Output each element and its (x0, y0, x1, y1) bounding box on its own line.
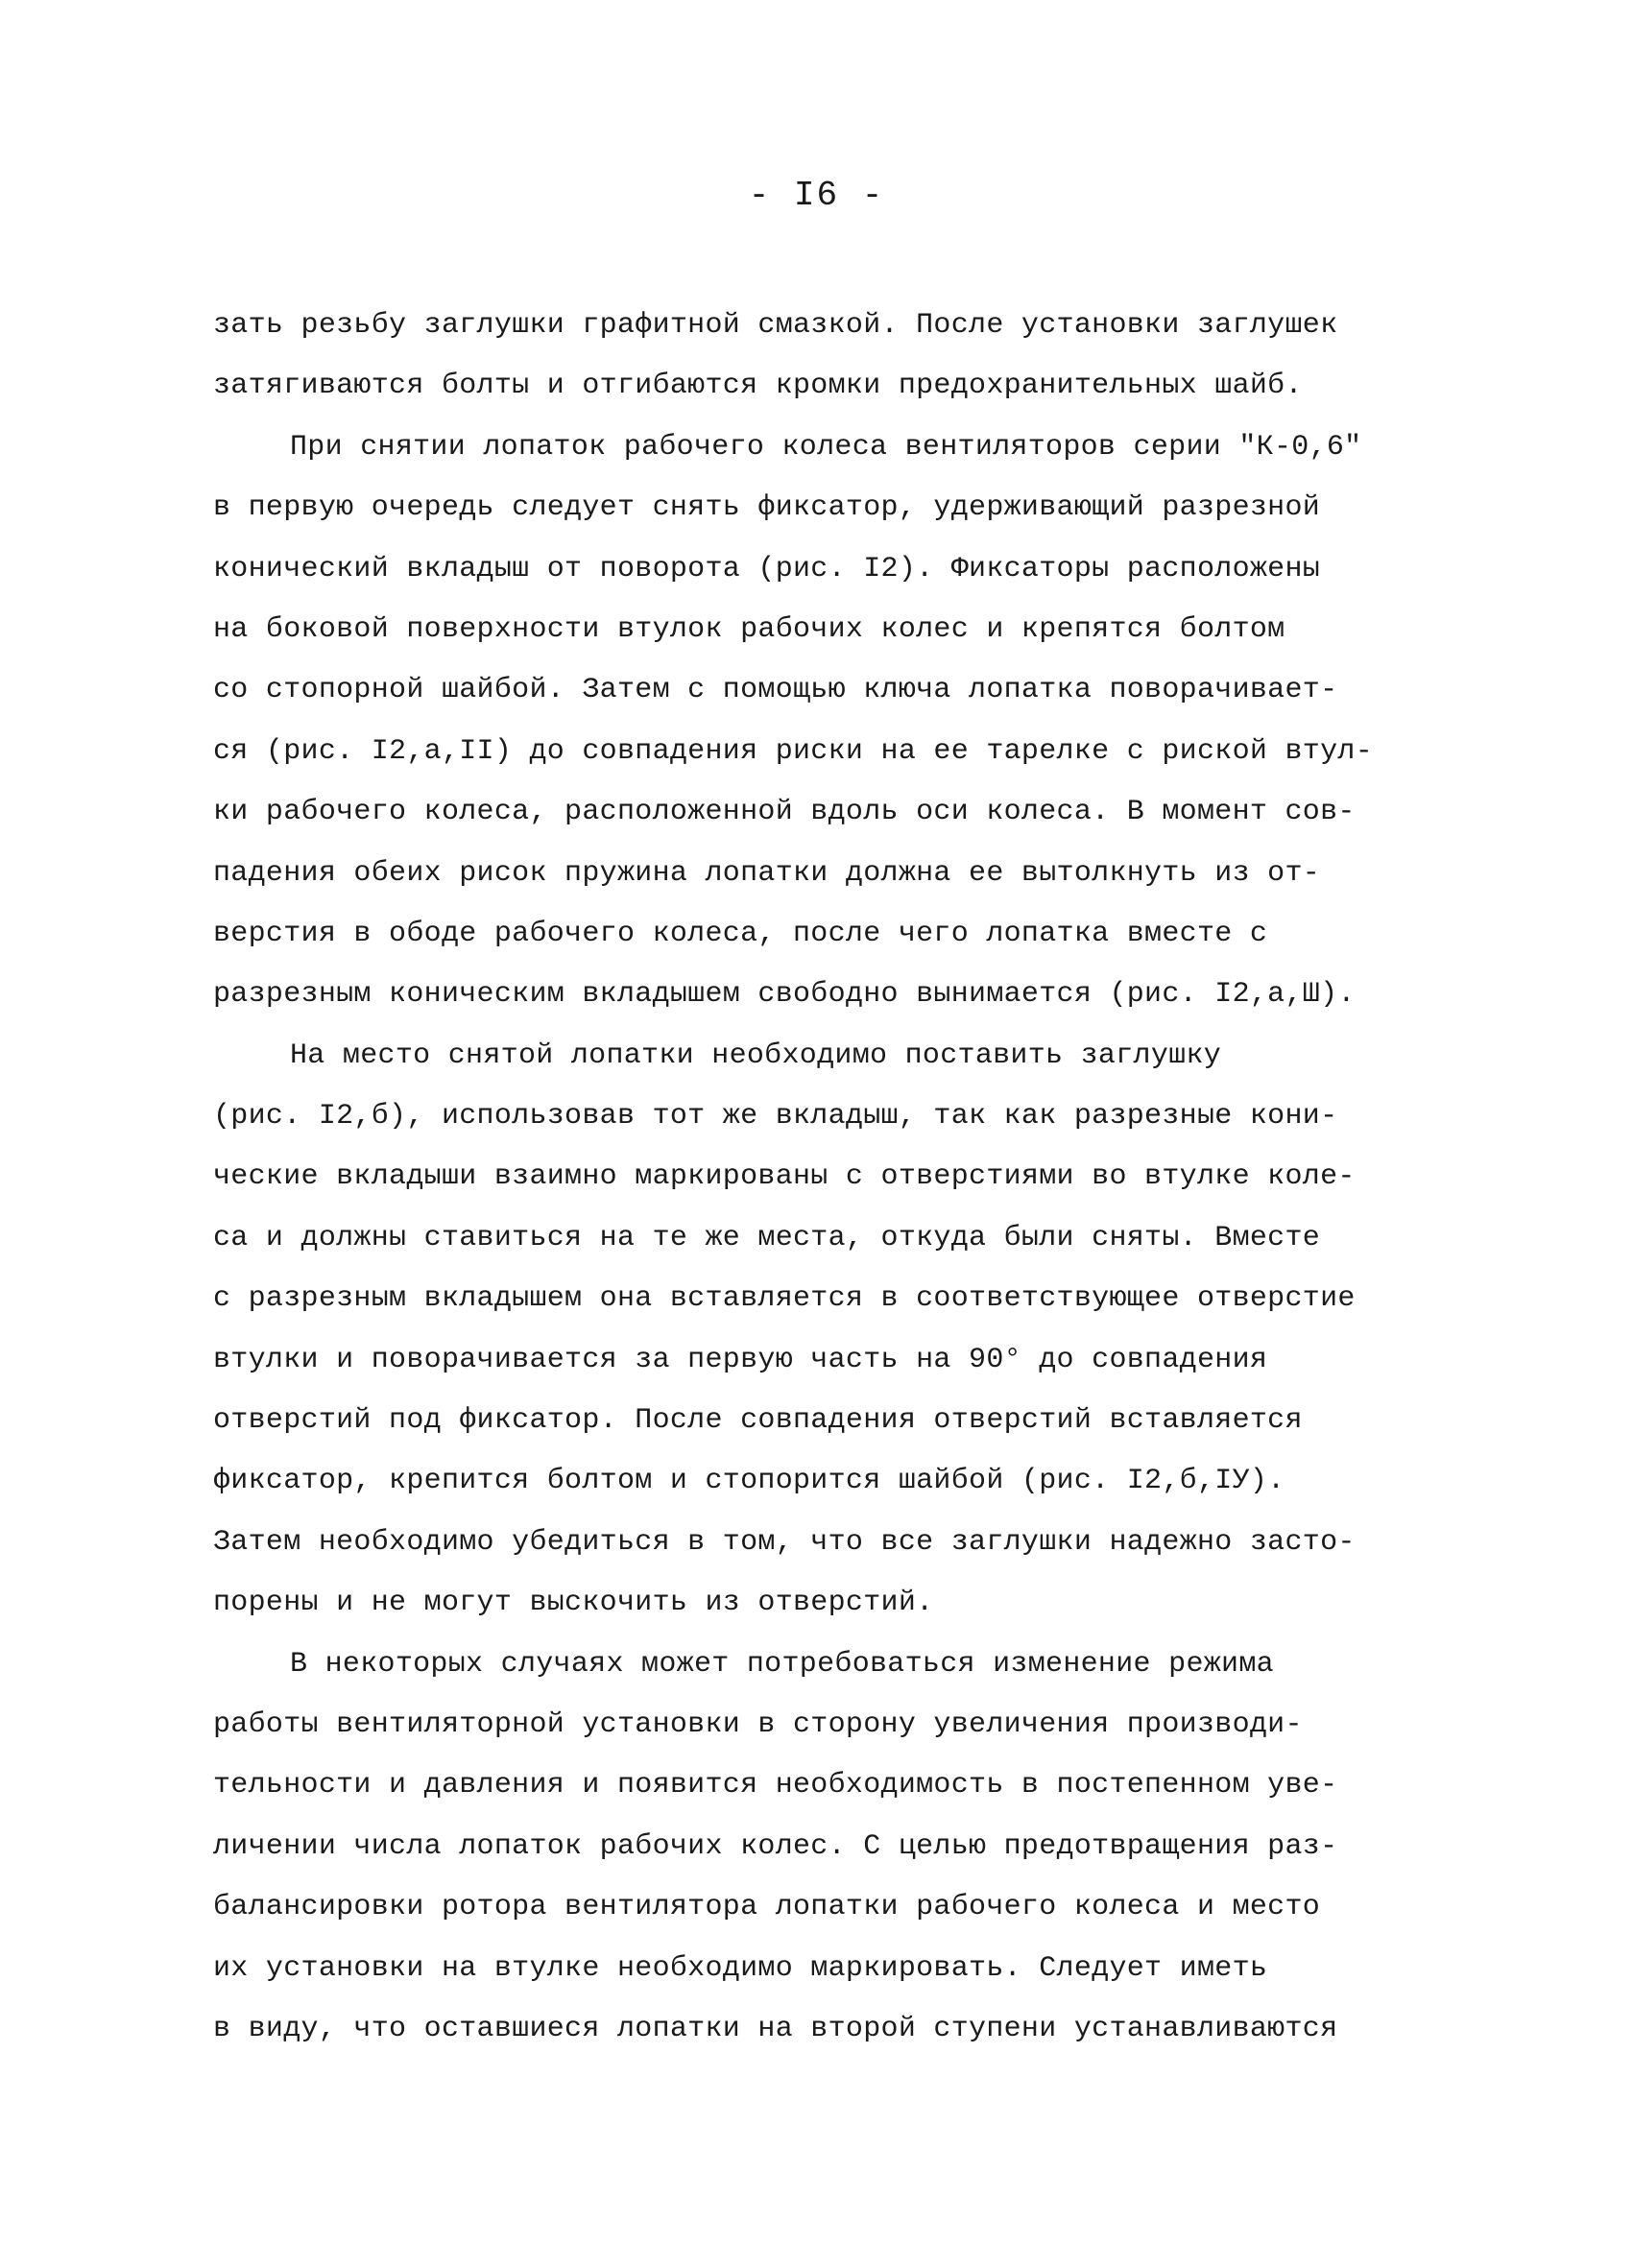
text-line: со стопорной шайбой. Затем с помощью ключа лопатка поворачивает- (213, 674, 1338, 707)
text-line: в виду, что оставшиеся лопатки на второй ступени устанавливаются (213, 2012, 1338, 2045)
text-line: с разрезным вкладышем она вставляется в соответствующее отверстие (213, 1282, 1356, 1316)
text-line: зать резьбу заглушки графитной смазкой. После установки заглушек (213, 309, 1338, 342)
text-line: тельности и давления и появится необходимость в постепенном уве- (213, 1769, 1338, 1802)
text-line: ся (рис. I2,а,II) до совпадения риски на ее тарелке с риской втул- (213, 734, 1373, 768)
text-line: ческие вкладыши взаимно маркированы с отверстиями во втулке коле- (213, 1160, 1356, 1194)
text-line: (рис. I2,б), использовав тот же вкладыш, так как разрезные кони- (213, 1100, 1338, 1134)
text-line: затягиваются болты и отгибаются кромки предохранительных шайб. (213, 370, 1303, 403)
text-line: падения обеих рисок пружина лопатки должна ее вытолкнуть из от- (213, 856, 1321, 890)
text-line: втулки и поворачивается за первую часть на 90° до совпадения (213, 1343, 1268, 1376)
text-line: В некоторых случаях может потребоваться изменение режима (290, 1647, 1274, 1681)
text-line: работы вентиляторной установки в сторону увеличения производи- (213, 1707, 1303, 1741)
text-line: порены и не могут выскочить из отверстий. (213, 1587, 934, 1620)
text-line: Затем необходимо убедиться в том, что все заглушки надежно засто- (213, 1525, 1356, 1559)
text-line: в первую очередь следует снять фиксатор, удерживающий разрезной (213, 491, 1321, 525)
text-line: На место снятой лопатки необходимо поставить заглушку (290, 1039, 1222, 1072)
text-line: При снятии лопаток рабочего колеса вентиляторов серии "К-0,6" (290, 430, 1362, 464)
text-line: их установки на втулке необходимо маркировать. Следует иметь (213, 1951, 1268, 1985)
page-number: - I6 - (748, 176, 885, 215)
body-text (213, 296, 1452, 2060)
text-line: личении числа лопаток рабочих колес. С целью предотвращения раз- (213, 1829, 1338, 1863)
text-line: са и должны ставиться на те же места, откуда были сняты. Вместе (213, 1221, 1321, 1254)
text-line: верстия в ободе рабочего колеса, после чего лопатка вместе с (213, 917, 1268, 950)
text-line: конический вкладыш от поворота (рис. I2). Фиксаторы расположены (213, 552, 1321, 585)
text-line: балансировки ротора вентилятора лопатки рабочего колеса и место (213, 1891, 1321, 1924)
text-line: фиксатор, крепится болтом и стопорится шайбой (рис. I2,б,IУ). (213, 1465, 1285, 1498)
text-line: ки рабочего колеса, расположенной вдоль оси колеса. В момент сов- (213, 796, 1356, 829)
text-line: разрезным коническим вкладышем свободно вынимается (рис. I2,а,Ш). (213, 978, 1356, 1012)
text-line: отверстий под фиксатор. После совпадения отверстий вставляется (213, 1404, 1303, 1438)
text-line: на боковой поверхности втулок рабочих колес и крепятся болтом (213, 612, 1285, 646)
